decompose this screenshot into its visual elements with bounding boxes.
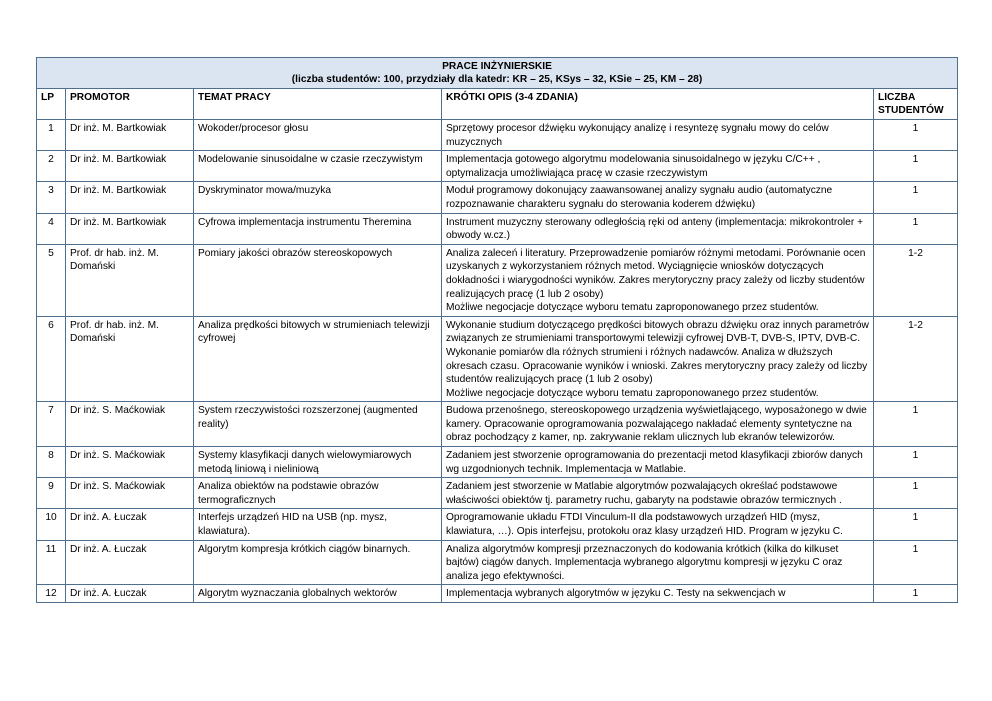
cell-opis-note: Możliwe negocjacje dotyczące wyboru tematu zaproponowanego przez studentów. [446,302,819,314]
col-header-liczba [874,88,958,119]
cell-promotor: Dr inż. S. Maćkowiak [66,478,194,509]
table-row [37,509,958,540]
cell-lp: 8 [37,447,66,478]
col-header-promotor: PROMOTOR [66,88,194,119]
cell-liczba: 1 [874,402,958,447]
cell-temat: Algorytm kompresja krótkich ciągów binarnych. [194,540,442,585]
cell-lp: 2 [37,151,66,182]
cell-temat: Pomiary jakości obrazów stereoskopowych [194,244,442,316]
cell-opis: Implementacja wybranych algorytmów w języku C. Testy na sekwencjach w [442,585,874,603]
table-row [37,120,958,151]
cell-lp: 10 [37,509,66,540]
cell-opis: Zadaniem jest stworzenie w Matlabie algorytmów pozwalających określać podstawowe właściwości obiektów tj. parametry ruchu, gabaryty na podstawie obrazów termicznych . [442,478,874,509]
cell-liczba: 1 [874,182,958,213]
cell-promotor: Prof. dr hab. inż. M. Domański [66,316,194,402]
cell-promotor: Dr inż. M. Bartkowiak [66,120,194,151]
cell-temat: Analiza obiektów na podstawie obrazów termograficznych [194,478,442,509]
cell-lp: 3 [37,182,66,213]
table-row [37,447,958,478]
cell-temat: System rzeczywistości rozszerzonej (augmented reality) [194,402,442,447]
col-header-liczba-line1: LICZBA [878,91,916,103]
cell-liczba: 1-2 [874,316,958,402]
cell-opis [442,316,874,402]
cell-temat: Dyskryminator mowa/muzyka [194,182,442,213]
cell-opis-note: Możliwe negocjacje dotyczące wyboru tematu zaproponowanego przez studentów. [446,387,819,399]
cell-temat: Interfejs urządzeń HID na USB (np. mysz, klawiatura). [194,509,442,540]
cell-promotor: Dr inż. A. Łuczak [66,509,194,540]
table-row [37,478,958,509]
cell-temat: Wokoder/procesor głosu [194,120,442,151]
cell-opis: Instrument muzyczny sterowany odległością ręki od anteny (implementacja: mikrokontroler + obwody w.cz.) [442,213,874,244]
table-row [37,316,958,402]
thesis-topics-table [36,57,958,603]
col-header-temat: TEMAT PRACY [194,88,442,119]
table-row [37,585,958,603]
cell-liczba: 1 [874,540,958,585]
page-subtitle: (liczba studentów: 100, przydziały dla katedr: KR – 25, KSys – 32, KSie – 25, KM – 28) [291,74,703,86]
cell-lp: 11 [37,540,66,585]
cell-lp: 12 [37,585,66,603]
cell-promotor: Dr inż. S. Maćkowiak [66,402,194,447]
cell-liczba: 1 [874,151,958,182]
cell-opis: Zadaniem jest stworzenie oprogramowania do prezentacji metod klasyfikacji zbiorów danych wg uzgodnionych technik. Implementacja w Matlabie. [442,447,874,478]
cell-lp: 9 [37,478,66,509]
cell-opis: Analiza algorytmów kompresji przeznaczonych do kodowania krótkich (kilka do kilkuset bajtów) ciągów danych. Implementacja wybranego algorytmu kompresji w języku C oraz analiza jego efektywności. [442,540,874,585]
cell-promotor: Dr inż. M. Bartkowiak [66,213,194,244]
cell-lp: 1 [37,120,66,151]
cell-liczba: 1 [874,447,958,478]
cell-opis-main: Wykonanie studium dotyczącego prędkości bitowych obrazu dźwięku oraz innych parametrów związanych ze strumieniami transportowymi telewizji cyfrowej DVB-T, DVB-S, IPTV, DVB-C. Wykonanie pomiarów dla różnych strumieni i różnych nadawców. Analiza w dłuższych okresach czasu. Opracowanie wyników i wnioski. Zakres merytoryczny pracy zależy od liczby studentów realizujących pracę (1 lub 2 osoby) [446,319,869,386]
table-row [37,182,958,213]
table-row [37,213,958,244]
cell-temat: Modelowanie sinusoidalne w czasie rzeczywistym [194,151,442,182]
cell-opis: Implementacja gotowego algorytmu modelowania sinusoidalnego w języku C/C++ , optymalizacja umożliwiająca pracę w czasie rzeczywistym [442,151,874,182]
cell-temat: Algorytm wyznaczania globalnych wektorów [194,585,442,603]
col-header-lp: LP [37,88,66,119]
cell-lp: 7 [37,402,66,447]
table-banner [37,58,958,89]
cell-promotor: Prof. dr hab. inż. M. Domański [66,244,194,316]
cell-liczba: 1 [874,120,958,151]
table-row [37,402,958,447]
col-header-opis: KRÓTKI OPIS (3-4 ZDANIA) [442,88,874,119]
cell-temat: Cyfrowa implementacja instrumentu Theremina [194,213,442,244]
cell-promotor: Dr inż. A. Łuczak [66,585,194,603]
cell-opis: Moduł programowy dokonujący zaawansowanej analizy sygnału audio (automatyczne rozpoznawanie charakteru sygnału do sterowania koderem dźwięku) [442,182,874,213]
page-title: PRACE INŻYNIERSKIE [442,61,552,72]
cell-liczba: 1 [874,213,958,244]
cell-lp: 6 [37,316,66,402]
cell-promotor: Dr inż. M. Bartkowiak [66,182,194,213]
table-header-row [37,88,958,119]
cell-lp: 4 [37,213,66,244]
cell-liczba: 1-2 [874,244,958,316]
cell-opis [442,244,874,316]
cell-lp: 5 [37,244,66,316]
cell-liczba: 1 [874,478,958,509]
table-row [37,244,958,316]
cell-opis-main: Analiza zaleceń i literatury. Przeprowadzenie pomiarów różnymi metodami. Porównanie ocen uzyskanych z wykorzystaniem różnych metod. Wyciągnięcie wniosków dotyczących dokładności i wiarygodności wyników. Zakres merytoryczny pracy zależy od liczby studentów realizujących pracę (1 lub 2 osoby) [446,247,866,300]
cell-liczba: 1 [874,585,958,603]
col-header-liczba-line2: STUDENTÓW [878,105,944,117]
banner-cell [37,58,958,89]
cell-temat: Systemy klasyfikacji danych wielowymiarowych metodą liniową i nieliniową [194,447,442,478]
cell-opis: Budowa przenośnego, stereoskopowego urządzenia wyświetlającego, wyposażonego w dwie kamery. Opracowanie oprogramowania pozwalającego nakładać elementy syntetyczne na obraz pochodzący z kamer, np. zakrywanie reklam ulicznych lub ekranów telewizorów. [442,402,874,447]
cell-temat: Analiza prędkości bitowych w strumieniach telewizji cyfrowej [194,316,442,402]
cell-promotor: Dr inż. S. Maćkowiak [66,447,194,478]
table-row [37,151,958,182]
cell-opis: Oprogramowanie układu FTDI Vinculum-II dla podstawowych urządzeń HID (mysz, klawiatura, …). Opis interfejsu, protokołu oraz klasy urządzeń HID. Program w języku C. [442,509,874,540]
cell-promotor: Dr inż. M. Bartkowiak [66,151,194,182]
table-row [37,540,958,585]
cell-opis: Sprzętowy procesor dźwięku wykonujący analizę i resyntezę sygnału mowy do celów muzycznych [442,120,874,151]
cell-liczba: 1 [874,509,958,540]
cell-promotor: Dr inż. A. Łuczak [66,540,194,585]
